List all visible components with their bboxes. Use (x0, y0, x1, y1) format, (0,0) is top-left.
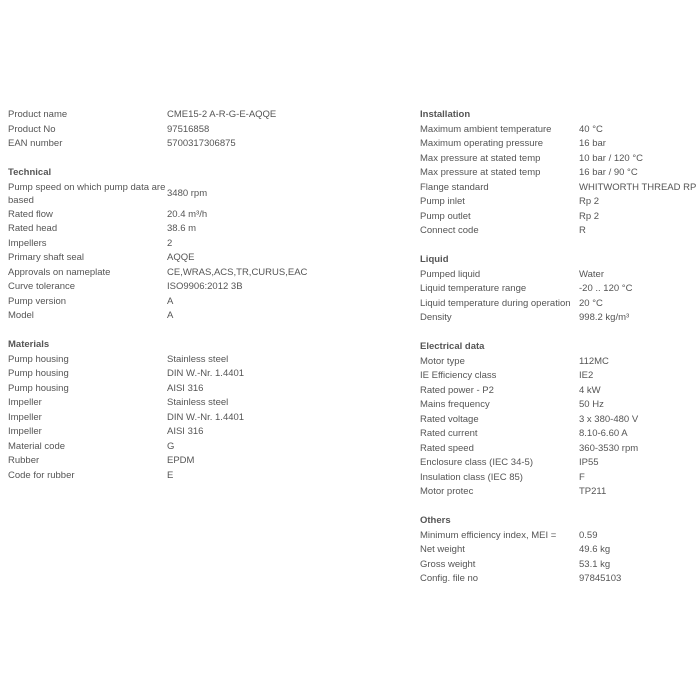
spec-row (420, 427, 700, 442)
spec-label: Model (8, 310, 34, 321)
spec-label: Curve tolerance (8, 281, 76, 292)
spec-value: 97845103 (579, 573, 622, 584)
spec-row (420, 398, 700, 413)
spec-row (420, 572, 700, 587)
spec-value: 8.10-6.60 A (579, 428, 628, 439)
spec-value: 998.2 kg/m³ (579, 312, 630, 323)
spec-value: Stainless steel (167, 397, 229, 408)
spec-row (8, 123, 338, 138)
spec-value: Rp 2 (579, 210, 600, 222)
spec-label: Enclosure class (IEC 34-5) (420, 457, 533, 468)
spec-label: Minimum efficiency index, MEI = (420, 529, 557, 541)
spec-label: IE Efficiency class (420, 370, 497, 381)
spec-row (8, 382, 338, 397)
spec-label: Pumped liquid (420, 268, 481, 280)
spec-label: Gross weight (420, 558, 476, 570)
spec-value: 3 x 380-480 V (579, 413, 639, 425)
spec-row (420, 471, 700, 486)
spec-row (420, 311, 700, 326)
spec-label: Product No (8, 123, 56, 135)
spec-label: Pump housing (8, 353, 69, 365)
spec-row (8, 137, 338, 152)
spec-label: Approvals on nameplate (8, 266, 111, 278)
spec-label: Pump version (8, 295, 67, 307)
spec-row (420, 268, 700, 283)
section-title: Liquid (420, 254, 449, 265)
spec-row (8, 181, 338, 208)
spec-value: A (167, 295, 174, 307)
spec-label: Product name (8, 109, 68, 120)
spec-row (420, 485, 700, 500)
spec-row (420, 442, 700, 457)
spec-row (8, 237, 338, 252)
spec-label: Rated voltage (420, 413, 479, 425)
spec-value: 53.1 kg (579, 558, 611, 570)
spec-label: Rated current (420, 428, 478, 439)
section-others (420, 514, 700, 587)
spec-value: 360-3530 rpm (579, 442, 639, 454)
spec-row (8, 280, 338, 295)
spec-value: 40 °C (579, 123, 603, 135)
spec-label: Rated head (8, 223, 58, 234)
spec-value: A (167, 310, 174, 321)
spec-label: Rated flow (8, 208, 53, 220)
spec-value: G (167, 440, 175, 452)
spec-value: IP55 (579, 457, 599, 468)
spec-label: Pump speed on which pump data are based (8, 181, 166, 206)
spec-value: 16 bar (579, 138, 606, 149)
spec-label: Rated speed (420, 442, 474, 454)
spec-row (8, 108, 338, 123)
section-title: Technical (8, 167, 52, 178)
section-technical (8, 166, 338, 324)
spec-row (8, 266, 338, 281)
spec-label: Mains frequency (420, 399, 490, 410)
spec-label: Impeller (8, 411, 42, 423)
spec-value: 97516858 (167, 123, 210, 135)
spec-label: Liquid temperature range (420, 283, 527, 294)
spec-row (420, 413, 700, 428)
spec-row (420, 123, 700, 138)
spec-row (420, 529, 700, 544)
spec-row (8, 469, 338, 484)
spec-label: Rubber (8, 455, 40, 466)
spec-row (420, 384, 700, 399)
spec-row (8, 411, 338, 426)
spec-label: Motor protec (420, 486, 474, 497)
section-title: Materials (8, 339, 50, 350)
spec-label: Net weight (420, 544, 465, 555)
spec-row (420, 195, 700, 210)
spec-label: Insulation class (IEC 85) (420, 471, 523, 483)
spec-row (8, 295, 338, 310)
spec-value: Rp 2 (579, 196, 600, 207)
spec-value: 3480 rpm (167, 187, 208, 199)
spec-label: Primary shaft seal (8, 252, 85, 263)
spec-row (8, 353, 338, 368)
spec-row (420, 282, 700, 297)
spec-value: AQQE (167, 252, 195, 263)
spec-label: Code for rubber (8, 469, 75, 481)
spec-row (420, 210, 700, 225)
spec-row (420, 558, 700, 573)
spec-label: Max pressure at stated temp (420, 167, 541, 178)
spec-row (420, 166, 700, 181)
spec-value: CME15-2 A-R-G-E-AQQE (167, 109, 277, 120)
spec-value: 50 Hz (579, 399, 604, 410)
left-column (8, 108, 338, 498)
spec-value: AISI 316 (167, 426, 204, 437)
spec-row (8, 440, 338, 455)
spec-value: 16 bar / 90 °C (579, 167, 638, 178)
spec-value: TP211 (579, 486, 607, 497)
section-electrical-data (420, 340, 700, 500)
spec-row (420, 369, 700, 384)
spec-value: AISI 316 (167, 382, 204, 394)
section-product-info (8, 108, 338, 152)
spec-row (420, 297, 700, 312)
spec-value: IE2 (579, 370, 594, 381)
spec-value: DIN W.-Nr. 1.4401 (167, 411, 245, 423)
spec-label: Pump inlet (420, 196, 465, 207)
spec-row (420, 152, 700, 167)
spec-value: 5700317306875 (167, 138, 236, 149)
spec-row (8, 222, 338, 237)
spec-label: Pump housing (8, 382, 69, 394)
spec-row (8, 309, 338, 324)
spec-label: Material code (8, 440, 66, 452)
section-liquid (420, 253, 700, 326)
spec-label: Impeller (8, 397, 42, 408)
spec-value: WHITWORTH THREAD RP (579, 181, 697, 193)
spec-value: Water (579, 268, 604, 280)
spec-label: Max pressure at stated temp (420, 152, 541, 164)
spec-label: Impeller (8, 426, 42, 437)
section-installation (420, 108, 700, 239)
spec-label: Pump outlet (420, 210, 471, 222)
spec-value: 4 kW (579, 384, 601, 396)
spec-label: Motor type (420, 355, 465, 367)
spec-label: Density (420, 312, 452, 323)
spec-label: Rated power - P2 (420, 384, 494, 396)
spec-value: 112MC (579, 355, 609, 367)
spec-label: Flange standard (420, 181, 489, 193)
section-title: Installation (420, 109, 471, 120)
spec-value: 2 (167, 237, 173, 249)
section-title: Others (420, 515, 451, 526)
spec-value: 10 bar / 120 °C (579, 152, 644, 164)
spec-row (420, 224, 700, 239)
spec-label: Liquid temperature during operation (420, 297, 571, 309)
right-column (420, 108, 700, 601)
spec-value: 20.4 m³/h (167, 208, 208, 220)
spec-value: 20 °C (579, 297, 603, 309)
spec-row (8, 454, 338, 469)
spec-row (8, 367, 338, 382)
spec-value: 38.6 m (167, 223, 197, 234)
spec-value: R (579, 225, 586, 236)
spec-value: EPDM (167, 455, 195, 466)
spec-label: Maximum operating pressure (420, 138, 544, 149)
spec-row (420, 456, 700, 471)
spec-label: Impellers (8, 237, 47, 249)
spec-row (8, 251, 338, 266)
spec-value: DIN W.-Nr. 1.4401 (167, 368, 245, 379)
spec-row (420, 355, 700, 370)
spec-row (8, 425, 338, 440)
section-materials (8, 338, 338, 483)
spec-row (8, 208, 338, 223)
spec-row (420, 543, 700, 558)
spec-row (420, 181, 700, 196)
spec-value: ISO9906:2012 3B (167, 281, 243, 292)
spec-value: -20 .. 120 °C (579, 283, 633, 294)
spec-row (420, 137, 700, 152)
spec-value: 49.6 kg (579, 544, 611, 555)
spec-value: 0.59 (579, 529, 598, 541)
spec-value: E (167, 469, 174, 481)
spec-label: Pump housing (8, 368, 69, 379)
spec-label: EAN number (8, 138, 63, 149)
spec-value: Stainless steel (167, 353, 229, 365)
spec-label: Maximum ambient temperature (420, 123, 552, 135)
spec-value: CE,WRAS,ACS,TR,CURUS,EAC (167, 266, 308, 278)
spec-value: F (579, 471, 585, 483)
spec-label: Config. file no (420, 573, 479, 584)
spec-label: Connect code (420, 225, 479, 236)
spec-row (8, 396, 338, 411)
section-title: Electrical data (420, 341, 485, 352)
